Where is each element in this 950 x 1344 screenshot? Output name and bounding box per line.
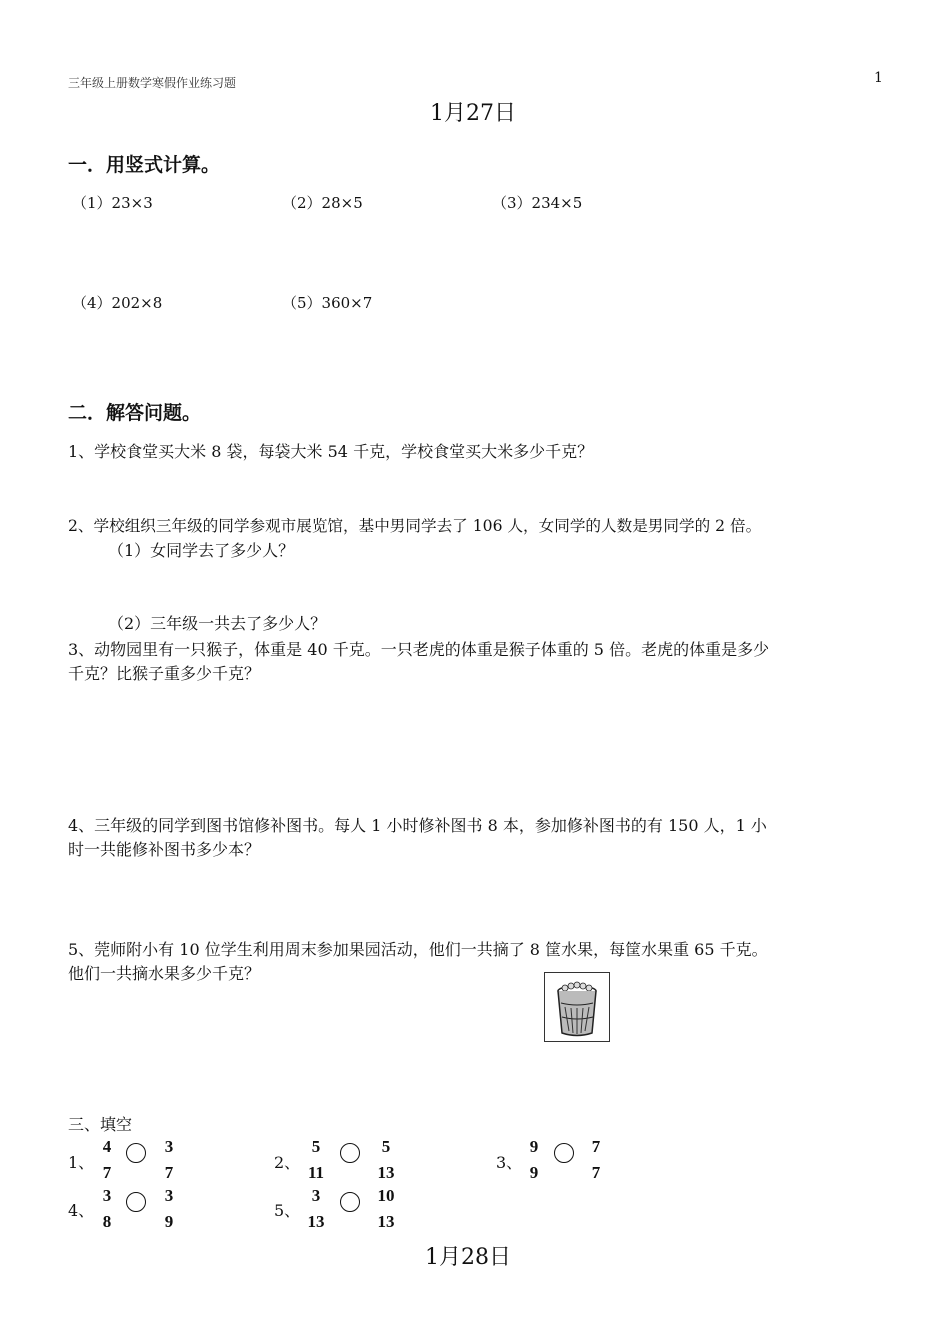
question-4-line-2: 时一共能修补图书多少本？ [68, 840, 261, 859]
numerator: 3 [102, 1186, 112, 1205]
fraction-right [375, 1134, 397, 1186]
fraction-left [523, 1134, 545, 1186]
calc-item: （4）202×8 [72, 294, 163, 312]
numerator: 5 [381, 1137, 391, 1156]
denominator: 13 [307, 1212, 325, 1231]
denominator: 7 [164, 1163, 174, 1182]
fraction-left [305, 1134, 327, 1186]
fill-item-label: 3、 [496, 1153, 523, 1172]
calc-item: （1）23×3 [72, 194, 153, 212]
numerator: 7 [591, 1137, 601, 1156]
calc-item: （2）28×5 [282, 194, 363, 212]
comparison-blank-circle[interactable] [126, 1143, 146, 1163]
calc-item: （5）360×7 [282, 294, 373, 312]
comparison-blank-circle[interactable] [340, 1192, 360, 1212]
section-title-vertical-calculation: 一．用竖式计算。 [68, 154, 221, 176]
fraction-left [305, 1183, 327, 1235]
question-5-line-1: 5、莞师附小有 10 位学生利用周末参加果园活动，他们一共摘了 8 筐水果，每筐水果重 65 千克。 [68, 940, 768, 959]
calc-item: （3）234×5 [492, 194, 583, 212]
fraction-right [375, 1183, 397, 1235]
question-3-line-1: 3、动物园里有一只猴子，体重是 40 千克。一只老虎的体重是猴子体重的 5 倍。老虎的体重是多少 [68, 640, 770, 659]
section-title-word-problems: 二．解答问题。 [68, 402, 202, 424]
denominator: 11 [307, 1163, 325, 1182]
numerator: 4 [102, 1137, 112, 1156]
question-3-line-2: 千克？比猴子重多少千克？ [68, 664, 261, 683]
question-5-line-2: 他们一共摘水果多少千克？ [68, 964, 261, 983]
fill-item-label: 5、 [274, 1201, 301, 1220]
question-2-part-1: （1）女同学去了多少人？ [108, 541, 295, 560]
numerator: 3 [311, 1186, 321, 1205]
denominator: 9 [529, 1163, 539, 1182]
comparison-blank-circle[interactable] [340, 1143, 360, 1163]
fraction-right [158, 1134, 180, 1186]
section-title-fill-in: 三、填空 [68, 1115, 133, 1134]
comparison-blank-circle[interactable] [126, 1192, 146, 1212]
fraction-left [96, 1134, 118, 1186]
denominator: 9 [164, 1212, 174, 1231]
fill-item-label: 1、 [68, 1153, 95, 1172]
fill-item-label: 4、 [68, 1201, 95, 1220]
numerator: 3 [164, 1137, 174, 1156]
page-number: 1 [874, 70, 883, 86]
denominator: 13 [377, 1212, 395, 1231]
fraction-right [158, 1183, 180, 1235]
fraction-right [585, 1134, 607, 1186]
denominator: 7 [591, 1163, 601, 1182]
numerator: 9 [529, 1137, 539, 1156]
numerator: 10 [377, 1186, 395, 1205]
denominator: 13 [377, 1163, 395, 1182]
denominator: 7 [102, 1163, 112, 1182]
question-4-line-1: 4、三年级的同学到图书馆修补图书。每人 1 小时修补图书 8 本，参加修补图书的有 150 人，1 小 [68, 816, 767, 835]
date-heading-next-day: 1月28日 [425, 1245, 511, 1270]
page-header-title: 三年级上册数学寒假作业练习题 [68, 76, 237, 90]
question-1: 1、学校食堂买大米 8 袋，每袋大米 54 千克，学校食堂买大米多少千克？ [68, 442, 594, 461]
question-2-part-2: （2）三年级一共去了多少人？ [108, 614, 327, 633]
date-heading: 1月27日 [430, 101, 516, 126]
numerator: 3 [164, 1186, 174, 1205]
question-2: 2、学校组织三年级的同学参观市展览馆，基中男同学去了 106 人，女同学的人数是男同学的 2 倍。 [68, 517, 762, 535]
numerator: 5 [311, 1137, 321, 1156]
denominator: 8 [102, 1212, 112, 1231]
fruit-basket-image [544, 972, 610, 1042]
fill-item-label: 2、 [274, 1153, 301, 1172]
comparison-blank-circle[interactable] [554, 1143, 574, 1163]
fraction-left [96, 1183, 118, 1235]
